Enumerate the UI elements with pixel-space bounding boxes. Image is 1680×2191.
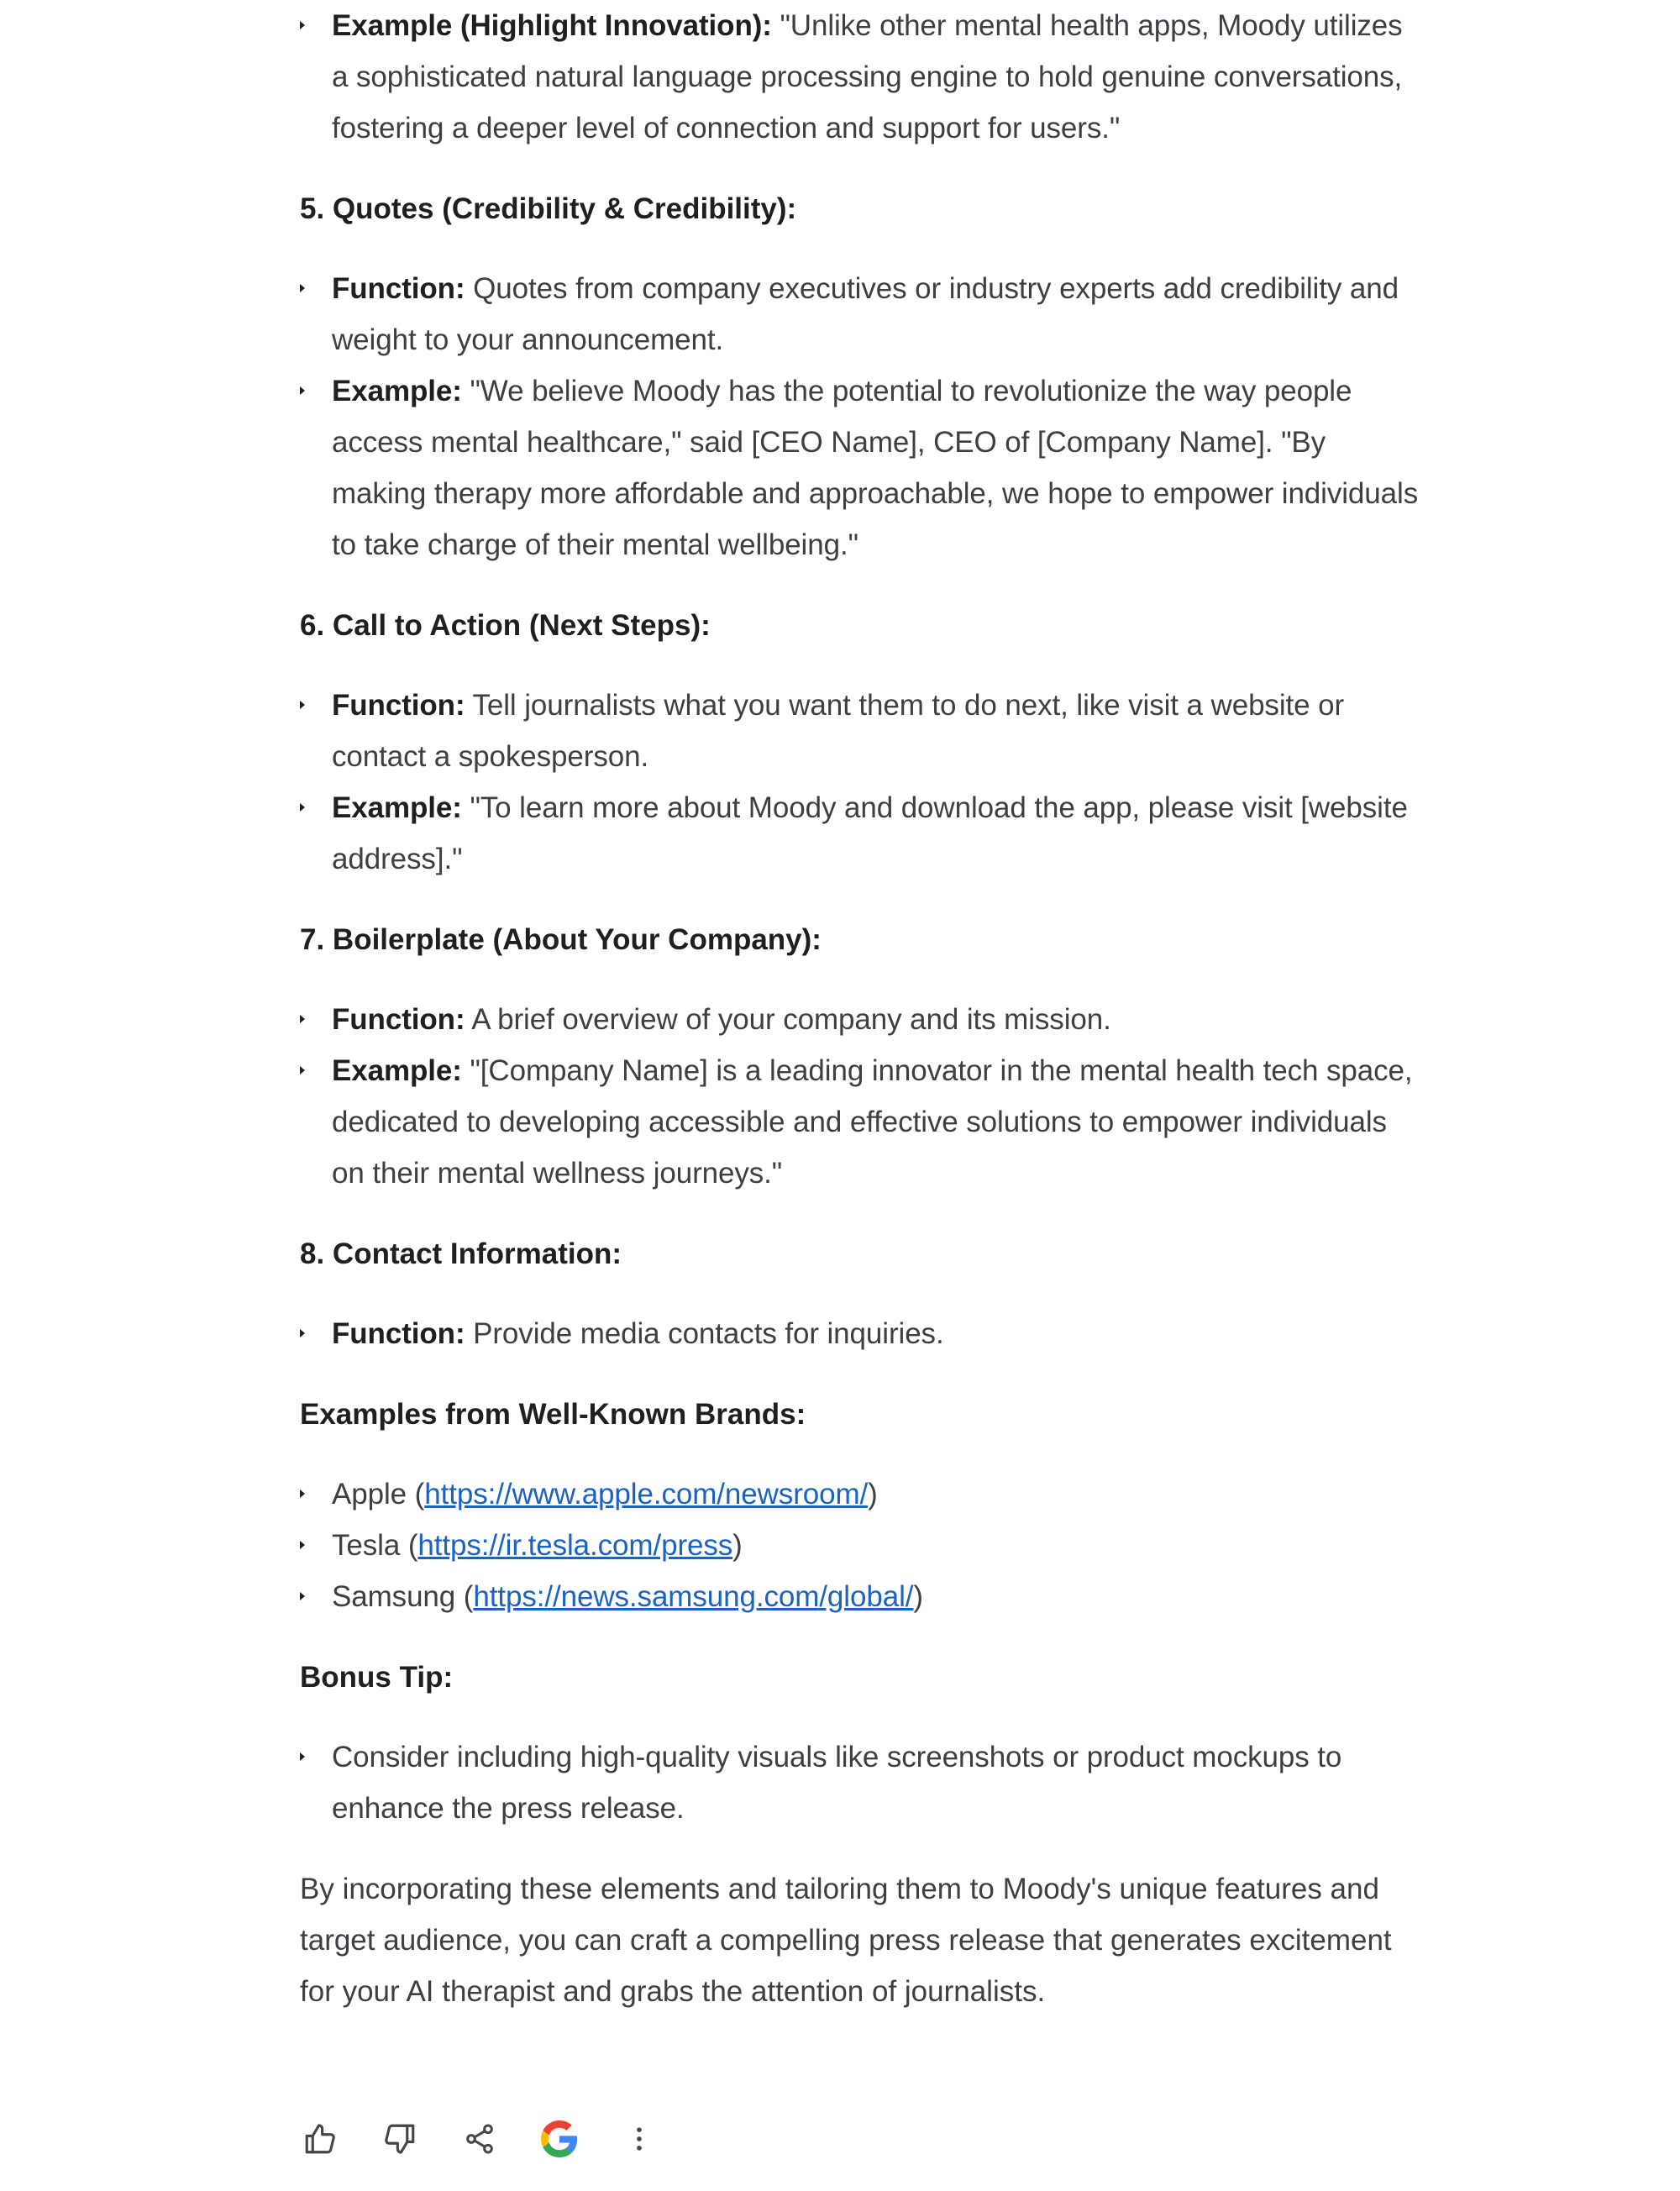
innovation-list [300,0,1425,154]
response-content [300,0,1425,2017]
list-item [300,782,1425,885]
thumbs-up-icon [302,2121,338,2157]
google-icon [541,2120,578,2157]
bullet-text: "Unlike other mental health apps, Moody utilizes a sophisticated natural language processing engine to hold genuine conversations, fostering a deeper level of connection and support for users." [332,9,1403,144]
section-heading-boilerplate: 7. Boilerplate (About Your Company): [300,923,822,956]
brands-list [300,1469,1425,1622]
brand-link-tesla[interactable]: https://ir.tesla.com/press [417,1529,733,1562]
list-item [300,365,1425,570]
thumbs-up-button[interactable] [300,2119,340,2159]
list-item [300,0,1425,154]
brand-name: Samsung [332,1580,456,1613]
bonus-tip-list [300,1731,1425,1834]
call-to-action-list [300,680,1425,885]
thumbs-down-icon [382,2121,417,2157]
bonus-tip-heading: Bonus Tip: [300,1661,454,1694]
bullet-label: Example (Highlight Innovation): [332,9,772,42]
brand-name: Tesla [332,1529,401,1562]
list-item [300,263,1425,365]
more-options-icon [622,2122,656,2156]
share-button[interactable] [459,2119,500,2159]
list-item [300,994,1425,1045]
response-actions-toolbar [300,2114,699,2164]
list-item [300,1731,1425,1834]
section-heading-call-to-action: 6. Call to Action (Next Steps): [300,609,711,642]
share-icon [463,2122,496,2156]
brand-item-apple: Apple (https://www.apple.com/newsroom/) [300,1469,1425,1520]
bullet-text: "We believe Moody has the potential to revolutionize the way people access mental healthcare," said [CEO Name], CEO of [Company Name]. "By making therapy more affordable and approachable, we hope to empower individuals to take charge of their mental wellbeing." [332,375,1419,561]
brand-link-samsung[interactable]: https://news.samsung.com/global/ [473,1580,914,1613]
list-item [300,1308,1425,1359]
brand-item-tesla: Tesla (https://ir.tesla.com/press) [300,1520,1425,1571]
bullet-label: Example: [332,1054,462,1087]
bullet-label: Function: [332,1317,465,1350]
bullet-text: A brief overview of your company and its mission. [465,1003,1111,1036]
bullet-text: Consider including high-quality visuals like screenshots or product mockups to enhance the press release. [332,1741,1342,1825]
list-item [300,680,1425,782]
thumbs-down-button[interactable] [380,2119,420,2159]
list-item [300,1045,1425,1199]
quotes-list [300,263,1425,570]
bullet-text: Provide media contacts for inquiries. [465,1317,944,1350]
section-heading-contact: 8. Contact Information: [300,1237,622,1270]
bullet-label: Function: [332,272,465,305]
brand-item-samsung: Samsung (https://news.samsung.com/global/) [300,1571,1425,1622]
contact-list [300,1308,1425,1359]
bullet-label: Function: [332,1003,465,1036]
brands-heading: Examples from Well-Known Brands: [300,1398,806,1431]
brand-link-apple[interactable]: https://www.apple.com/newsroom/ [424,1478,869,1511]
closing-paragraph: By incorporating these elements and tailoring them to Moody's unique features and target audience, you can craft a compelling press release that generates excitement for your AI therapist and grabs the attention of journalists. [300,1873,1392,2008]
bullet-text: Quotes from company executives or industry experts add credibility and weight to your announcement. [332,272,1399,356]
brand-name: Apple [332,1478,407,1511]
bullet-text: "To learn more about Moody and download the app, please visit [website address]." [332,791,1408,875]
bullet-label: Example: [332,375,462,407]
bullet-label: Function: [332,689,465,722]
boilerplate-list [300,994,1425,1199]
bullet-text: Tell journalists what you want them to do next, like visit a website or contact a spokesperson. [332,689,1345,773]
section-heading-quotes: 5. Quotes (Credibility & Credibility): [300,192,797,225]
more-options-button[interactable] [619,2119,659,2159]
google-search-button[interactable] [539,2119,580,2159]
bullet-label: Example: [332,791,462,824]
bullet-text: "[Company Name] is a leading innovator in the mental health tech space, dedicated to developing accessible and effective solutions to empower individuals on their mental wellness journeys." [332,1054,1413,1190]
